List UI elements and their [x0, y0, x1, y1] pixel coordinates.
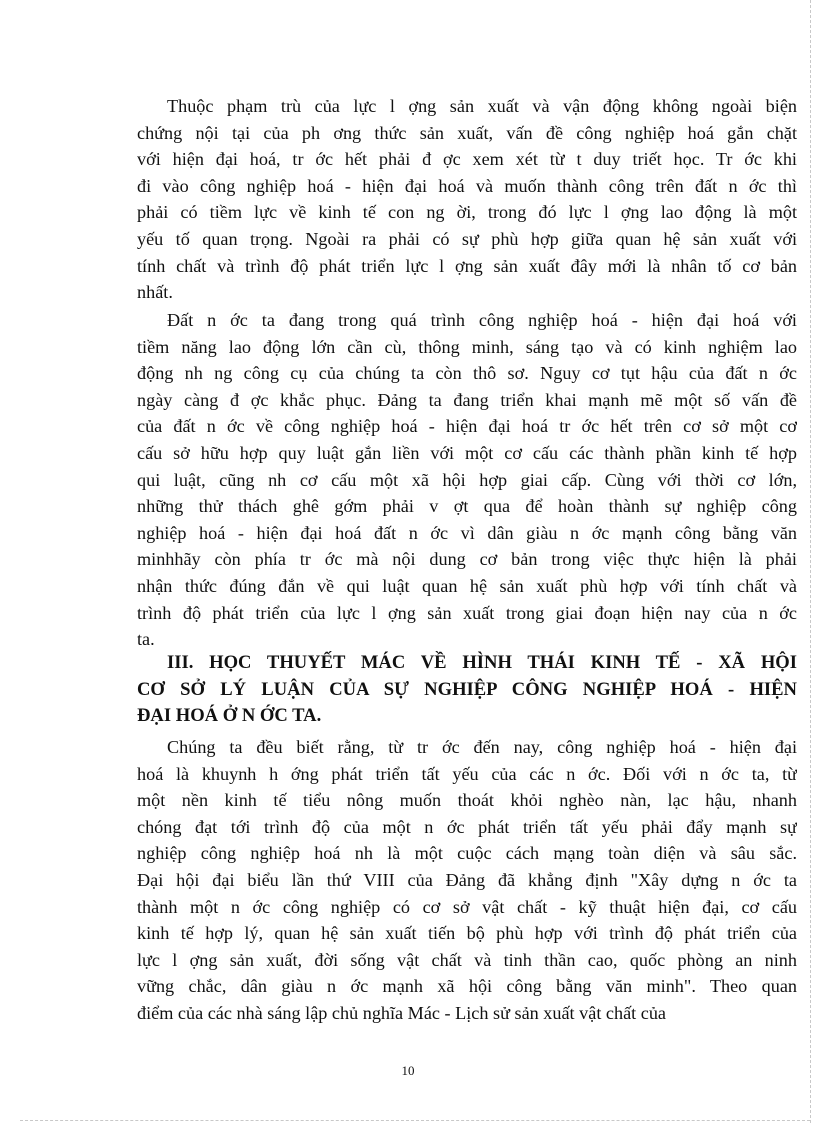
paragraph-3	[137, 734, 797, 1027]
para3-line: Đại hội đại biểu lần thứ VIII của Đảng đã khẳng định "Xây dựng n ớc ta	[137, 869, 797, 890]
para2-line: Đất n ớc ta đang trong quá trình công nghiệp hoá - hiện đại hoá với	[167, 310, 797, 330]
para2-line: của đất n ớc về công nghiệp hoá - hiện đại hoá tr ớc hết trên cơ sở một cơ	[137, 416, 797, 437]
para3-line: hoá là khuynh h ớng phát triển tất yếu của các n ớc. Đối với n ớc ta, từ	[137, 763, 797, 784]
section-heading	[137, 650, 797, 730]
paragraph-1	[137, 93, 797, 306]
para3-line: vững chắc, dân giàu n ớc mạnh xã hội công bằng văn minh". Theo quan	[137, 976, 797, 997]
para2-line: nhận thức đúng đắn về qui luật quan hệ sản xuất phù hợp với tính chất và	[137, 575, 797, 596]
para2-line: trình độ phát triển của lực l ợng sản xuất trong giai đoạn hiện nay của n ớc	[137, 602, 797, 623]
para2-line: ta.	[137, 629, 155, 650]
para1-line: phải có tiềm lực về kinh tế con ng ời, trong đó lực l ợng lao động là một	[137, 202, 797, 223]
heading-line: III. HỌC THUYẾT MÁC VỀ HÌNH THÁI KINH TẾ - XÃ HỘI	[167, 652, 797, 673]
heading-line: ĐẠI HOÁ Ở N ỚC TA.	[137, 705, 322, 727]
para1-line: đi vào công nghiệp hoá - hiện đại hoá và muốn thành công trên đất n ớc thì	[137, 175, 797, 196]
page-number: 10	[401, 1063, 415, 1078]
para2-line: cấu sở hữu hợp quy luật gắn liền với một cơ cấu các thành phần kinh tế hợp	[137, 442, 797, 463]
heading-line: CƠ SỞ LÝ LUẬN CỦA SỰ NGHIỆP CÔNG NGHIỆP HOÁ - HIỆN	[137, 678, 797, 700]
para3-line: lực l ợng sản xuất, đời sống vật chất và tinh thần cao, quốc phòng an ninh	[137, 949, 797, 970]
para1-line: với hiện đại hoá, tr ớc hết phải đ ợc xem xét từ t duy triết học. Tr ớc khi	[137, 149, 797, 170]
para3-line: chóng đạt tới trình độ của một n ớc phát triển tất yếu phải đẩy mạnh sự	[137, 816, 797, 837]
para1-line: nhất.	[137, 282, 173, 303]
para1-line: yếu tố quan trọng. Ngoài ra phải có sự phù hợp giữa quan hệ sản xuất với	[137, 228, 797, 249]
para2-line: tiềm năng lao động lớn cần cù, thông minh, sáng tạo và có kinh nghiệm lao	[137, 336, 797, 357]
para3-line: điểm của các nhà sáng lập chủ nghĩa Mác - Lịch sử sản xuất vật chất của	[137, 1002, 667, 1023]
para1-line: chứng nội tại của ph ơng thức sản xuất, vấn đề công nghiệp hoá gắn chặt	[137, 122, 797, 143]
para3-line: thành một n ớc công nghiệp có cơ sở vật chất - kỹ thuật hiện đại, cơ cấu	[137, 896, 797, 917]
para2-line: nghiệp hoá - hiện đại hoá đất n ớc vì dân giàu n ớc mạnh công bằng văn	[137, 522, 797, 543]
para1-line: tính chất và trình độ phát triển lực l ợng sản xuất đây mới là nhân tố cơ bản	[137, 255, 797, 276]
para1-line: Thuộc phạm trù của lực l ợng sản xuất và vận động không ngoài biện	[167, 96, 797, 116]
para3-line: kinh tế hợp lý, quan hệ sản xuất tiến bộ phù hợp với trình độ phát triển của	[137, 923, 797, 944]
para3-line: một nền kinh tế tiểu nông muốn thoát khỏi nghèo nàn, lạc hậu, nhanh	[137, 790, 797, 811]
paragraph-2	[137, 307, 797, 653]
para2-line: động nh ng công cụ của chúng ta còn thô sơ. Nguy cơ tụt hậu của đất n ớc	[137, 363, 797, 384]
para2-line: minhhãy còn phía tr ớc mà nội dung cơ bản trong việc thực hiện là phải	[137, 549, 797, 570]
page-frame-right-border	[810, 0, 811, 1123]
para3-line: nghiệp công nghiệp hoá nh là một cuộc cách mạng toàn diện và sâu sắc.	[137, 843, 797, 864]
para2-line: những thử thách ghê gớm phải v ợt qua để hoàn thành sự nghiệp công	[137, 496, 797, 517]
para2-line: qui luật, cũng nh cơ cấu một xã hội hợp giai cấp. Cùng với thời cơ lớn,	[137, 469, 797, 490]
para2-line: ngày càng đ ợc khắc phục. Đảng ta đang triển khai mạnh mẽ một số vấn đề	[137, 389, 797, 410]
page-frame-bottom-border	[20, 1120, 810, 1121]
para3-line: Chúng ta đều biết rằng, từ tr ớc đến nay, công nghiệp hoá - hiện đại	[167, 737, 797, 757]
